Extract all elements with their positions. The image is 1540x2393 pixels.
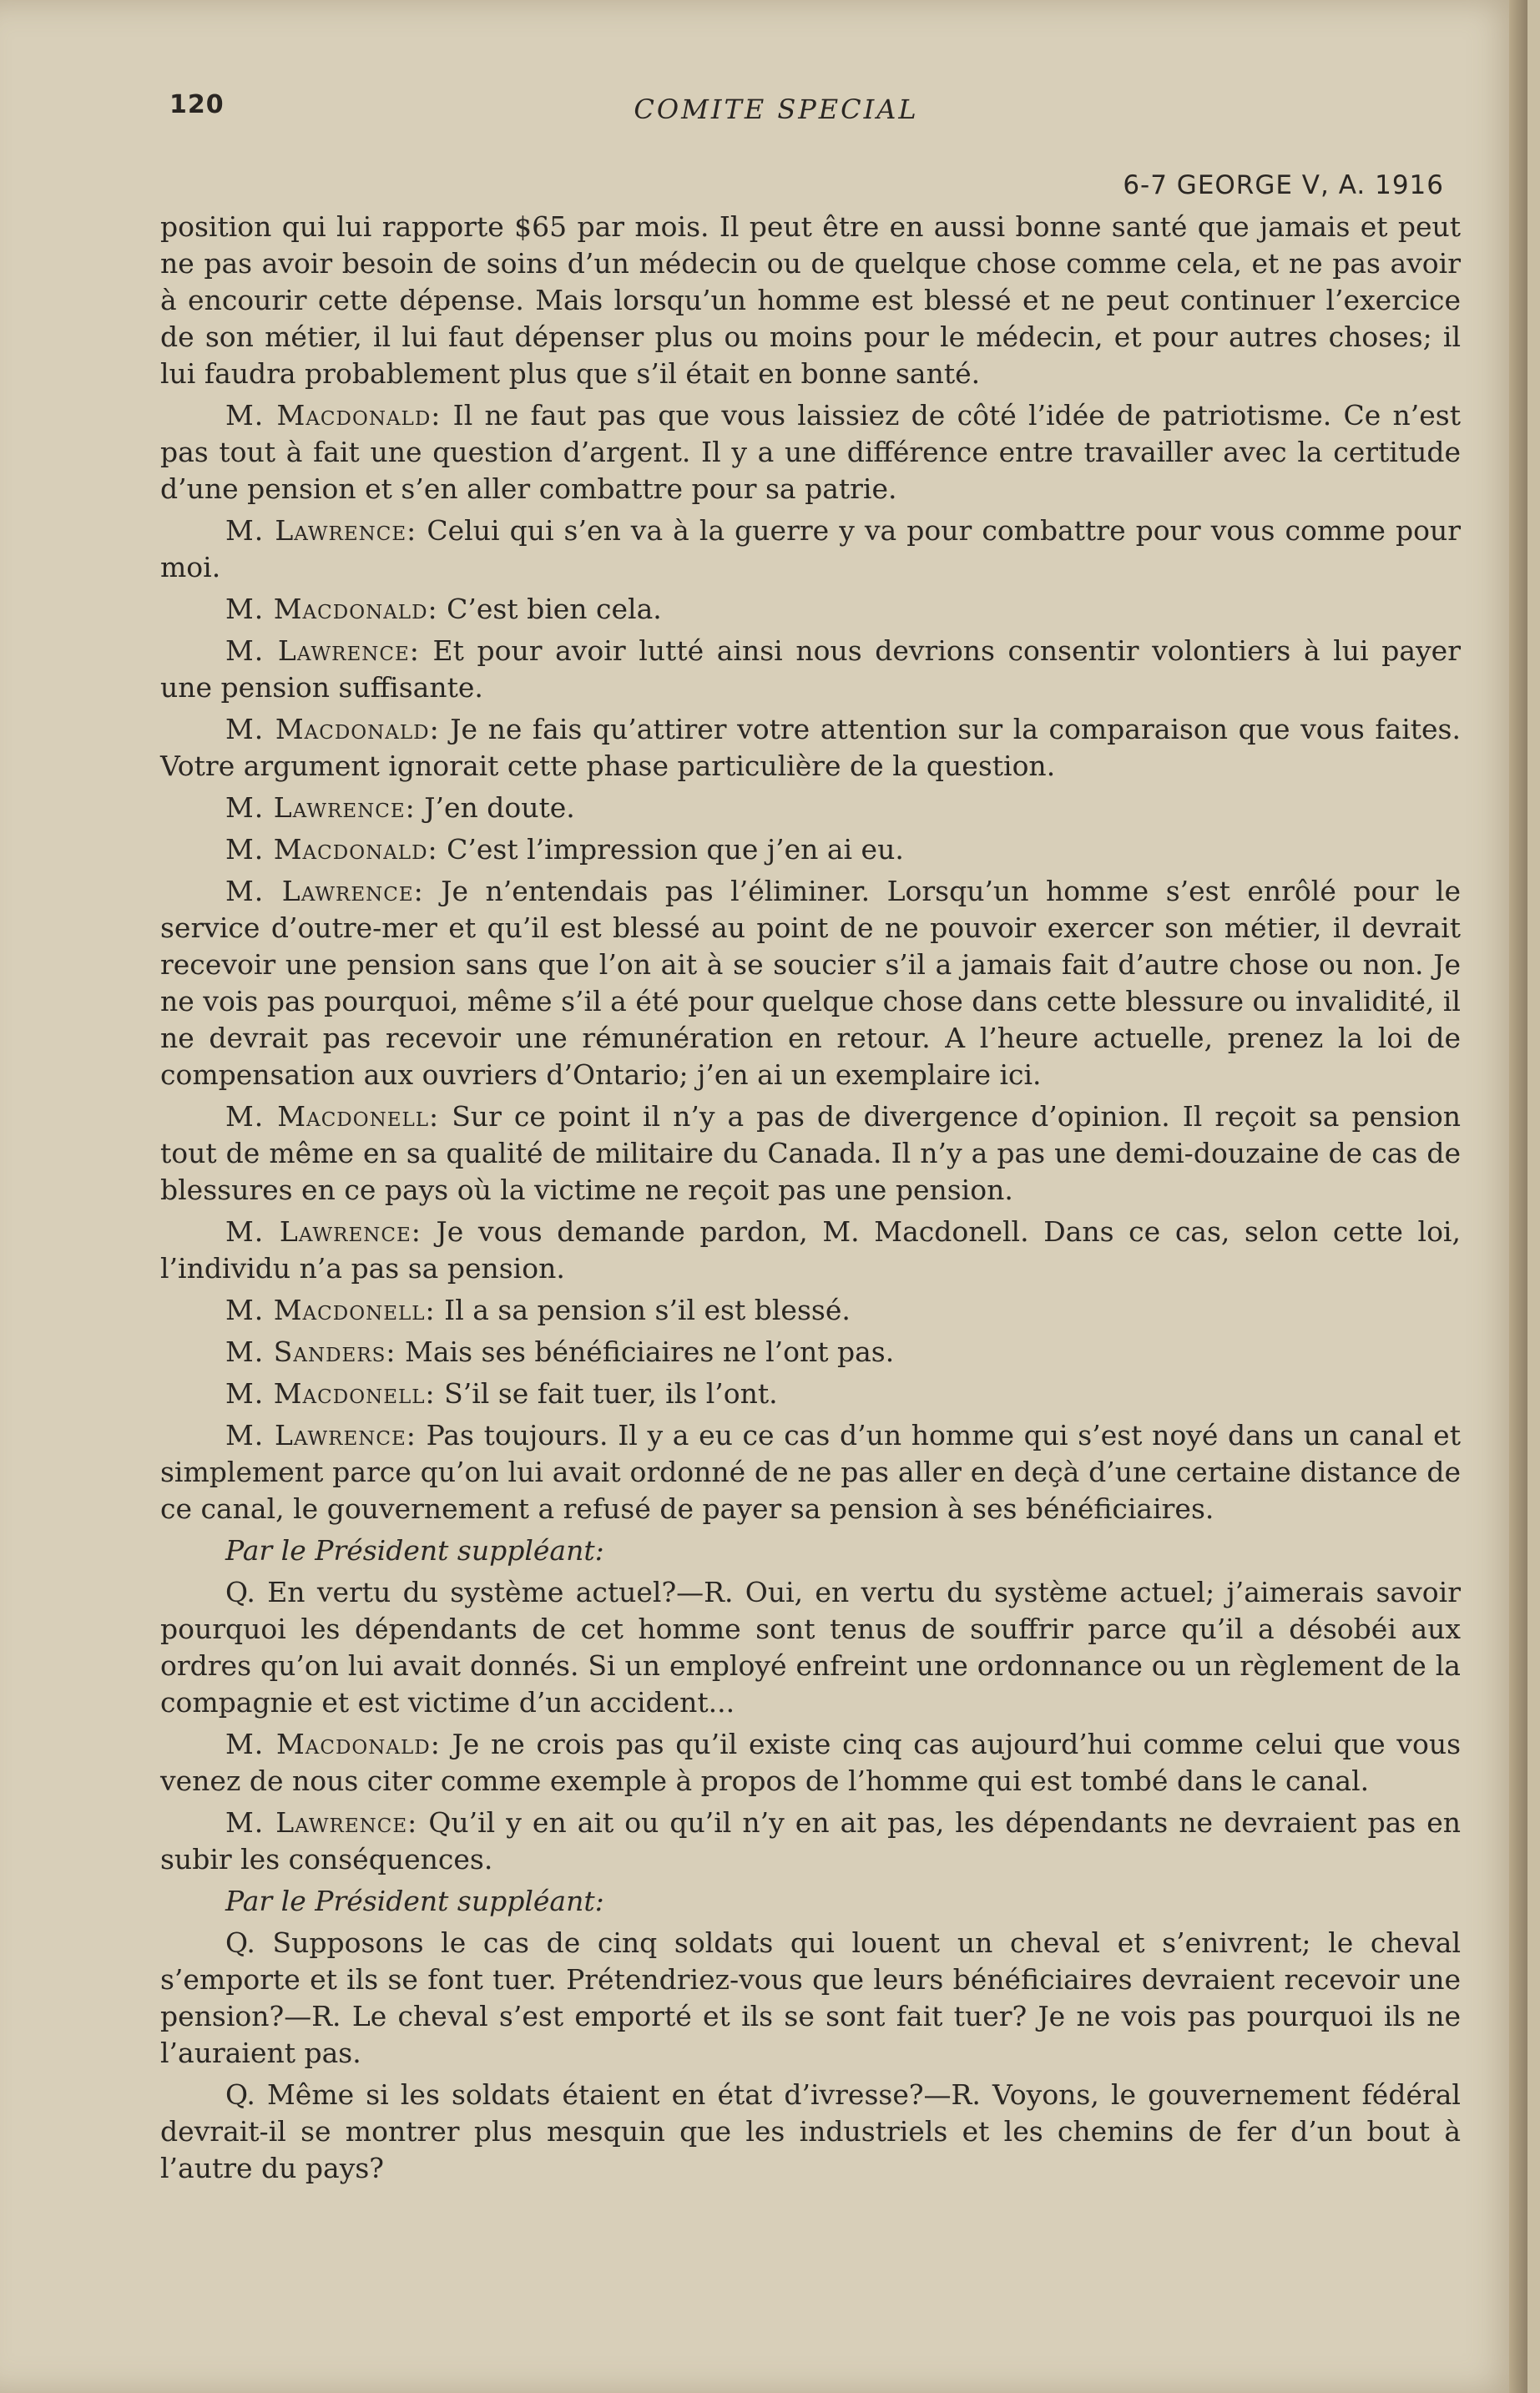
speech-paragraph: M. Sanders: Mais ses bénéficiaires ne l’ont pas.: [225, 1335, 895, 1368]
qa-paragraph: Q. Supposons le cas de cinq soldats qui louent un cheval et s’enivrent; le cheval s’emporte et ils se font tuer. Prétendriez-vous que leurs bénéficiaires devraient recevoir une pension?—R. Le cheval s’est emporté et ils se sont fait tuer? Je ne vois pas pourquoi ils ne l’auraient pas.: [160, 1926, 1461, 2069]
speech-paragraph: M. Macdonell: S’il se fait tuer, ils l’ont.: [225, 1377, 778, 1410]
speaker-name: M. Macdonald:: [225, 399, 442, 432]
speaker-name: M. Macdonell:: [225, 1377, 436, 1410]
speaker-name: M. Macdonald:: [225, 593, 438, 625]
speaker-name: M. Lawrence:: [225, 514, 417, 547]
speaker-name: M. Lawrence:: [225, 875, 424, 907]
page-body: [160, 209, 1461, 2192]
speaker-name: M. Macdonald:: [225, 833, 438, 866]
speech-paragraph: M. Macdonell: Il a sa pension s’il est blessé.: [225, 1294, 851, 1326]
speaker-name: M. Lawrence:: [225, 1419, 417, 1451]
speech-paragraph: M. Macdonell: Sur ce point il n’y a pas de divergence d’opinion. Il reçoit sa pension tout de même en sa qualité de militaire du Canada. Il n’y a pas une demi-douzaine de cas de blessures en ce pays où la victime ne reçoit pas une pension.: [160, 1100, 1461, 1206]
qa-paragraph: Q. En vertu du système actuel?—R. Oui, en vertu du système actuel; j’aimerais savoir pourquoi les dépendants de cet homme sont tenus de souffrir parce qu’il a désobéi aux ordres qu’on lui avait donnés. Si un employé enfreint une ordonnance ou un règlement de la compagnie et est victime d’un accident...: [160, 1576, 1461, 1719]
session-label: 6-7 GEORGE V, A. 1916: [1123, 170, 1444, 200]
speech-paragraph: M. Lawrence: Je n’entendais pas l’éliminer. Lorsqu’un homme s’est enrôlé pour le service d’outre-mer et qu’il est blessé au point de ne pouvoir exercer son métier, il devrait recevoir une pension sans que l’on ait à se soucier s’il a jamais fait d’autre chose ou non. Je ne vois pas pourquoi, même s’il a été pour quelque chose dans cette blessure ou invalidité, il ne devrait pas recevoir une rémunération en retour. A l’heure actuelle, prenez la loi de compensation aux ouvriers d’Ontario; j’en ai un exemplaire ici.: [160, 875, 1461, 1091]
section-heading: Par le Président suppléant:: [225, 1885, 604, 1917]
speaker-name: M. Lawrence:: [225, 1215, 422, 1248]
speaker-name: M. Sanders:: [225, 1335, 396, 1368]
page-edge: [1509, 0, 1527, 2393]
speech-paragraph: M. Macdonald: Il ne faut pas que vous laissiez de côté l’idée de patriotisme. Ce n’est pas tout à fait une question d’argent. Il y a une différence entre travailler avec la certitude d’une pension et s’en aller combattre pour sa patrie.: [160, 399, 1461, 505]
speaker-name: M. Lawrence:: [225, 634, 420, 667]
speech-paragraph: M. Lawrence: Je vous demande pardon, M. Macdonell. Dans ce cas, selon cette loi, l’individu n’a pas sa pension.: [160, 1215, 1461, 1285]
speech-paragraph: M. Lawrence: Qu’il y en ait ou qu’il n’y en ait pas, les dépendants ne devraient pas en subir les conséquences.: [160, 1806, 1461, 1876]
speech-paragraph: M. Lawrence: Et pour avoir lutté ainsi nous devrions consentir volontiers à lui payer une pension suffisante.: [160, 634, 1461, 704]
speaker-name: M. Macdonald:: [225, 713, 440, 745]
speaker-name: M. Lawrence:: [225, 791, 416, 824]
qa-paragraph: Q. Même si les soldats étaient en état d’ivresse?—R. Voyons, le gouvernement fédéral devrait-il se montrer plus mesquin que les industriels et les chemins de fer d’un bout à l’autre du pays?: [160, 2078, 1461, 2184]
paragraph: position qui lui rapporte $65 par mois. Il peut être en aussi bonne santé que jamais et peut ne pas avoir besoin de soins d’un médecin ou de quelque chose comme cela, et ne pas avoir à encourir cette dépense. Mais lorsqu’un homme est blessé et ne peut continuer l’exercice de son métier, il lui faut dépenser plus ou moins pour le médecin, et pour autres choses; il lui faudra probablement plus que s’il était en bonne santé.: [160, 210, 1461, 390]
speech-paragraph: M. Macdonald: C’est l’impression que j’en ai eu.: [225, 833, 904, 866]
speech-paragraph: M. Lawrence: J’en doute.: [225, 791, 575, 824]
speech-paragraph: M. Lawrence: Celui qui s’en va à la guerre y va pour combattre pour vous comme pour moi.: [160, 514, 1462, 583]
speech-paragraph: M. Macdonald: Je ne crois pas qu’il existe cinq cas aujourd’hui comme celui que vous venez de nous citer comme exemple à propos de l’homme qui est tombé dans le canal.: [160, 1728, 1462, 1797]
speaker-name: M. Macdonald:: [225, 1728, 441, 1760]
section-heading: Par le Président suppléant:: [225, 1534, 604, 1567]
speaker-name: M. Macdonell:: [225, 1294, 436, 1326]
running-title: COMITE SPECIAL: [634, 93, 919, 125]
speaker-name: M. Lawrence:: [225, 1806, 418, 1839]
speech-paragraph: M. Lawrence: Pas toujours. Il y a eu ce cas d’un homme qui s’est noyé dans un canal et simplement parce qu’on lui avait ordonné de ne pas aller en deçà d’une certaine distance de ce canal, le gouvernement a refusé de payer sa pension à ses bénéficiaires.: [160, 1419, 1461, 1525]
speaker-name: M. Macdonell:: [225, 1100, 440, 1133]
speech-paragraph: M. Macdonald: Je ne fais qu’attirer votre attention sur la comparaison que vous faites. Votre argument ignorait cette phase particulière de la question.: [160, 713, 1461, 782]
speech-paragraph: M. Macdonald: C’est bien cela.: [225, 593, 662, 625]
page-number: 120: [169, 90, 225, 119]
